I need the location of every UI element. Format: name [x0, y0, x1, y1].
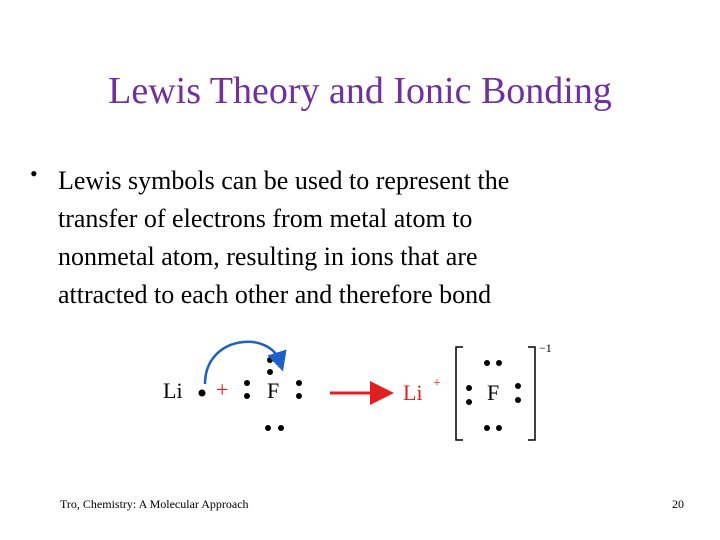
bracket-left	[456, 347, 463, 440]
slide-title: Lewis Theory and Ionic Bonding	[108, 70, 612, 112]
bullet-line-2: transfer of electrons from metal atom to	[58, 204, 473, 233]
bracket-right	[528, 347, 535, 440]
page-number: 20	[672, 497, 684, 511]
reactant-li-symbol: Li	[163, 378, 183, 403]
product-li-charge: +	[433, 376, 441, 391]
bullet-line-1: Lewis symbols can be used to represent the	[58, 166, 510, 195]
bullet-line-3: nonmetal atom, resulting in ions that are	[58, 242, 478, 271]
plus-sign: +	[216, 377, 229, 402]
bullet-marker: •	[30, 161, 38, 186]
product-li-symbol: Li	[403, 380, 423, 405]
anion-charge: −1	[539, 341, 552, 355]
li-valence-electron	[199, 390, 206, 397]
bullet-line-4: attracted to each other and therefore bond	[58, 280, 492, 309]
reactant-f-symbol: F	[267, 378, 280, 403]
footer-source: Tro, Chemistry: A Molecular Approach	[60, 497, 249, 511]
product-f-symbol: F	[487, 380, 500, 405]
